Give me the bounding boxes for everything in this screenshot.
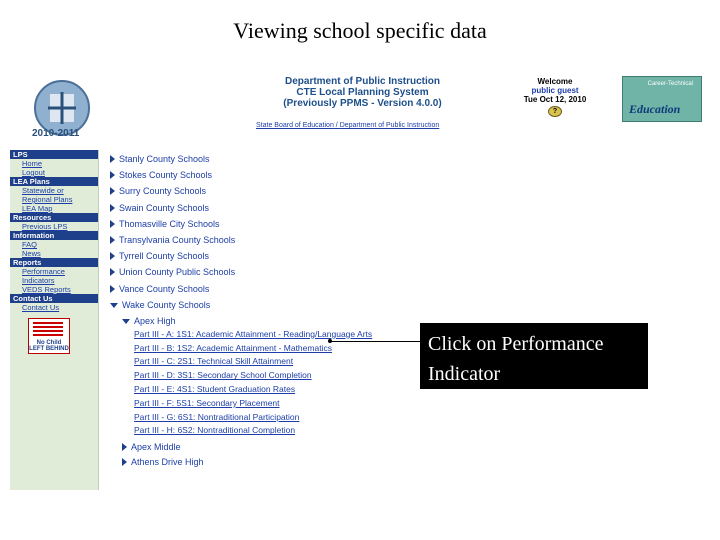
- school-item-apex-high[interactable]: Apex High: [110, 316, 510, 329]
- sidebar-item-indicators[interactable]: Indicators: [22, 276, 55, 285]
- expand-arrow-icon: [110, 268, 115, 276]
- sidebar-item-home[interactable]: Home: [22, 159, 43, 168]
- report-link[interactable]: Part III - B: 1S2: Academic Attainment - Mathematics: [134, 342, 332, 353]
- dpi-title: Department of Public Instruction: [284, 76, 440, 87]
- callout-line-1: Click on Performance: [428, 333, 604, 355]
- version-label: (Previously PPMS - Version 4.0.0): [283, 98, 442, 109]
- welcome-label: Welcome: [537, 77, 573, 86]
- dpi-link[interactable]: Department of Public Instruction: [339, 122, 440, 129]
- expand-arrow-icon: [110, 187, 115, 195]
- collapse-arrow-icon: [110, 303, 118, 308]
- school-item[interactable]: Swain County Schools: [110, 203, 510, 219]
- flag-icon: [33, 322, 63, 336]
- report-link[interactable]: Part III - G: 6S1: Nontraditional Participation: [134, 411, 300, 422]
- school-item[interactable]: Stokes County Schools: [110, 170, 510, 186]
- callout-pointer-line: [330, 341, 422, 342]
- sidebar-item-news[interactable]: News: [22, 249, 41, 258]
- sidebar-item-statewide[interactable]: Statewide or: [22, 186, 64, 195]
- top-links: [256, 122, 439, 129]
- callout-line-2: Indicator: [428, 363, 501, 385]
- no-child-left-behind-logo: [28, 318, 70, 354]
- sidebar-head-reports: Reports: [10, 258, 98, 267]
- sidebar-item-regional[interactable]: Regional Plans: [22, 195, 73, 204]
- screenshot: [10, 70, 710, 495]
- sidebar-item-logout[interactable]: Logout: [22, 168, 45, 177]
- school-item[interactable]: Thomasville City Schools: [110, 219, 510, 235]
- expand-arrow-icon: [110, 220, 115, 228]
- expand-arrow-icon: [110, 204, 115, 212]
- school-item[interactable]: Surry County Schools: [110, 186, 510, 202]
- report-link[interactable]: Part III - C: 2S1: Technical Skill Attainment: [134, 356, 294, 367]
- sidebar-item-contact-us[interactable]: Contact Us: [22, 303, 60, 312]
- collapse-arrow-icon: [122, 319, 130, 324]
- help-icon[interactable]: ?: [548, 106, 562, 117]
- slide-title: Viewing school specific data: [233, 18, 487, 43]
- expand-arrow-icon: [110, 252, 115, 260]
- expand-arrow-icon: [110, 285, 115, 293]
- current-date: Tue Oct 12, 2010: [523, 95, 587, 104]
- sidebar-head-lea-plans: LEA Plans: [10, 177, 98, 186]
- sidebar-head-information: Information: [10, 231, 98, 240]
- welcome-box: [510, 77, 600, 117]
- cte-logo-text-top: Career-Technical: [647, 81, 693, 87]
- school-item[interactable]: Transylvania County Schools: [110, 235, 510, 251]
- school-year: 2010-2011: [32, 128, 80, 139]
- expand-arrow-icon: [122, 458, 127, 466]
- sidebar-head-resources: Resources: [10, 213, 98, 222]
- report-link[interactable]: Part III - H: 6S2: Nontraditional Completion: [134, 425, 296, 436]
- expand-arrow-icon: [110, 236, 115, 244]
- sidebar-item-lea-map[interactable]: LEA Map: [22, 204, 53, 213]
- nochild-logo-text: No Child LEFT BEHIND: [29, 340, 69, 352]
- sidebar-head-lps: LPS: [10, 150, 98, 159]
- user-name: public guest: [531, 86, 579, 95]
- state-board-link[interactable]: State Board of Education: [256, 122, 334, 129]
- dpi-banner: [260, 76, 465, 109]
- expand-arrow-icon: [122, 443, 127, 451]
- school-item[interactable]: Stanly County Schools: [110, 154, 510, 170]
- expand-arrow-icon: [110, 155, 115, 163]
- sidebar-item-performance[interactable]: Performance: [22, 267, 65, 276]
- expand-arrow-icon: [110, 171, 115, 179]
- report-link[interactable]: Part III - A: 1S1: Academic Attainment - Reading/Language Arts: [134, 328, 373, 339]
- sidebar-head-contact: Contact Us: [10, 294, 98, 303]
- sidebar-item-previous-lps[interactable]: Previous LPS: [22, 222, 68, 231]
- instruction-callout: [420, 323, 648, 389]
- school-item-athens-drive[interactable]: Athens Drive High: [110, 457, 510, 473]
- school-item[interactable]: Tyrrell County Schools: [110, 251, 510, 267]
- school-item-expanded[interactable]: Wake County Schools: [110, 300, 510, 316]
- sidebar-item-faq[interactable]: FAQ: [22, 240, 38, 249]
- cte-logo-text-bottom: Education: [629, 102, 681, 116]
- sidebar-item-veds-reports[interactable]: VEDS Reports: [22, 285, 71, 294]
- school-item[interactable]: Union County Public Schools: [110, 267, 510, 283]
- sidebar-nav: [10, 150, 99, 490]
- report-link[interactable]: Part III - F: 5S1: Secondary Placement: [134, 397, 280, 408]
- cte-logo: [622, 76, 702, 122]
- callout-pointer-dot: [328, 339, 332, 343]
- school-item[interactable]: Vance County Schools: [110, 284, 510, 300]
- school-item-apex-middle[interactable]: Apex Middle: [110, 442, 510, 457]
- link-separator: /: [333, 122, 340, 129]
- report-link[interactable]: Part III - D: 3S1: Secondary School Completion: [134, 370, 312, 381]
- system-name: CTE Local Planning System: [296, 87, 429, 98]
- school-list: [110, 154, 510, 473]
- report-link[interactable]: Part III - E: 4S1: Student Graduation Rates: [134, 384, 296, 395]
